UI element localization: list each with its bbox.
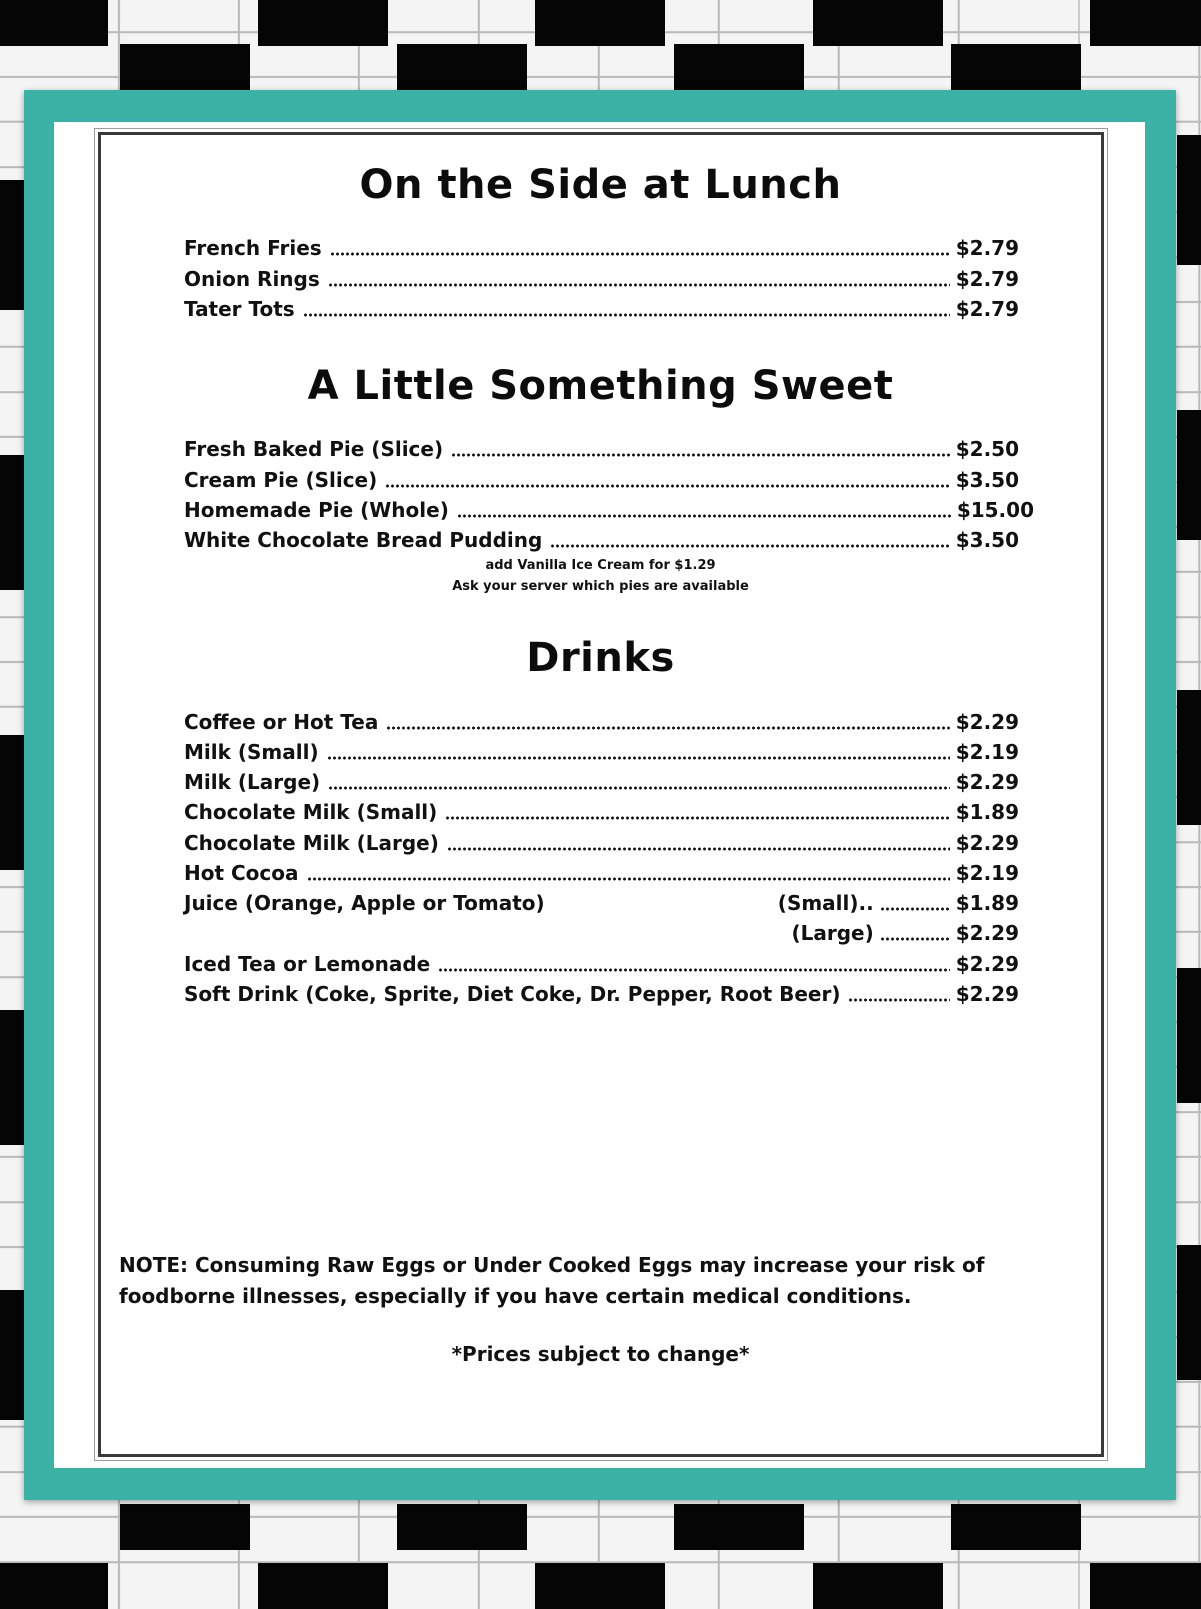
leader-dots [328, 786, 950, 790]
section-title-drinks: Drinks [526, 635, 675, 681]
menu-item [184, 525, 1019, 555]
menu-item-juice-large [184, 918, 1019, 948]
item-name: White Chocolate Bread Pudding [184, 528, 543, 552]
leader-dots [447, 847, 950, 851]
item-price: $15.00 [956, 498, 1034, 522]
menu-item [184, 767, 1019, 797]
size-label-small: (Small).. [777, 891, 874, 915]
item-name: Coffee or Hot Tea [184, 710, 379, 734]
item-price: $3.50 [955, 528, 1019, 552]
leader-dots [880, 907, 950, 911]
leader-dots [457, 514, 951, 518]
leader-dots [327, 756, 950, 760]
item-name: Onion Rings [184, 267, 320, 291]
menu-item [184, 294, 1019, 324]
pie-availability-note: Ask your server which pies are available [452, 579, 749, 594]
menu-item [184, 979, 1019, 1009]
item-price: $3.50 [955, 468, 1019, 492]
item-price: $2.50 [955, 437, 1019, 461]
item-price: $2.29 [955, 831, 1019, 855]
item-price: $2.79 [955, 236, 1019, 260]
item-price: $2.19 [955, 740, 1019, 764]
prices-disclaimer: *Prices subject to change* [451, 1342, 750, 1366]
leader-dots [330, 252, 950, 256]
item-name: Fresh Baked Pie (Slice) [184, 437, 444, 461]
item-price: $1.89 [955, 800, 1019, 824]
item-price-small: $1.89 [955, 891, 1019, 915]
leader-dots [328, 283, 950, 287]
item-name: Juice (Orange, Apple or Tomato) [184, 891, 545, 915]
item-name: French Fries [184, 236, 322, 260]
menu-item [184, 949, 1019, 979]
menu-item [184, 264, 1019, 294]
leader-dots [848, 998, 949, 1002]
item-name: Milk (Large) [184, 770, 321, 794]
menu-item-juice [184, 888, 1019, 918]
item-name: Hot Cocoa [184, 861, 299, 885]
item-price: $2.19 [955, 861, 1019, 885]
leader-dots [445, 816, 949, 820]
item-price-large: $2.29 [955, 921, 1019, 945]
menu-item [184, 858, 1019, 888]
section-title-sides: On the Side at Lunch [359, 162, 842, 208]
menu-item [184, 233, 1019, 263]
size-label-large: (Large) [791, 921, 874, 945]
menu-item [184, 495, 1034, 525]
item-name: Homemade Pie (Whole) [184, 498, 449, 522]
ice-cream-note: add Vanilla Ice Cream for $1.29 [485, 558, 716, 573]
item-name: Chocolate Milk (Small) [184, 800, 438, 824]
item-price: $2.29 [955, 982, 1019, 1006]
item-name: Milk (Small) [184, 740, 319, 764]
leader-dots [438, 968, 950, 972]
section-title-sweets: A Little Something Sweet [307, 363, 894, 409]
leader-dots [880, 937, 950, 941]
leader-dots [307, 877, 950, 881]
item-price: $2.29 [955, 710, 1019, 734]
leader-dots [451, 453, 950, 457]
item-name: Tater Tots [184, 297, 295, 321]
item-price: $2.79 [955, 267, 1019, 291]
menu-item [184, 737, 1019, 767]
item-price: $2.29 [955, 770, 1019, 794]
menu-item [184, 797, 1019, 827]
item-name: Cream Pie (Slice) [184, 468, 378, 492]
raw-egg-warning: NOTE: Consuming Raw Eggs or Under Cooked Eggs may increase your risk of foodborne illnesses, especially if you have certain medical conditions. [119, 1253, 985, 1308]
leader-dots [550, 544, 949, 548]
menu-item [184, 707, 1019, 737]
item-price: $2.79 [955, 297, 1019, 321]
item-name: Chocolate Milk (Large) [184, 831, 439, 855]
item-name: Soft Drink (Coke, Sprite, Diet Coke, Dr. Pepper, Root Beer) [184, 982, 841, 1006]
leader-dots [386, 726, 949, 730]
leader-dots [385, 484, 949, 488]
menu-item [184, 434, 1019, 464]
menu-item [184, 828, 1019, 858]
item-name: Iced Tea or Lemonade [184, 952, 431, 976]
item-price: $2.29 [955, 952, 1019, 976]
menu-item [184, 465, 1019, 495]
leader-dots [303, 313, 950, 317]
